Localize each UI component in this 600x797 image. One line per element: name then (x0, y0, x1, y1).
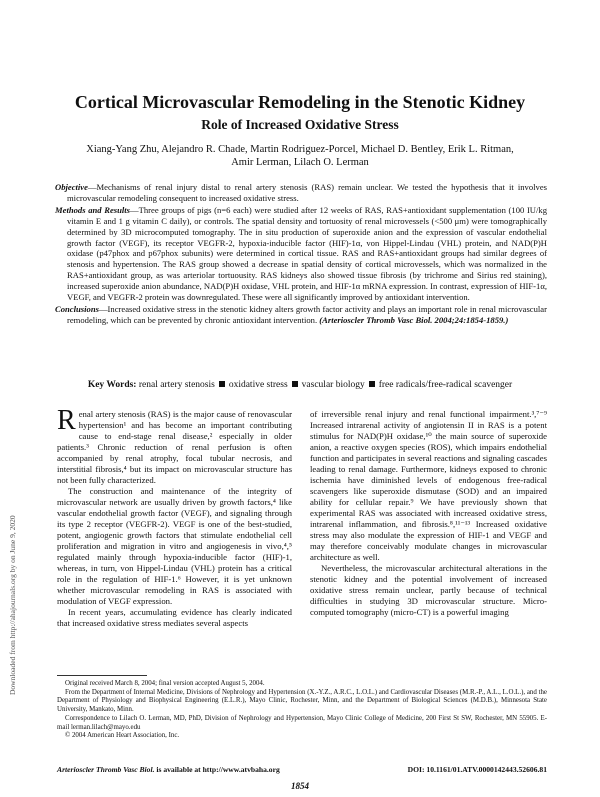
abstract-objective (55, 182, 547, 204)
conclusions-text: —Increased oxidative stress in the stenotic kidney alters growth factor activity and plays an important role in renal microvascular remodeling, which can be prevented by chronic antioxidant intervention. (67, 303, 547, 325)
keywords (0, 380, 600, 390)
authors-line-2: Amir Lerman, Lilach O. Lerman (231, 157, 369, 168)
journal-availability (57, 765, 280, 774)
keyword: oxidative stress (228, 380, 288, 390)
journal-name: Arterioscler Thromb Vasc Biol. (57, 765, 155, 774)
abstract (55, 182, 547, 327)
download-watermark-text: Downloaded from http://ahajournals.org by on June 9, 2020 (8, 515, 17, 695)
methods-text: —Three groups of pigs (n=6 each) were studied after 12 weeks of RAS, RAS+antioxidant supplementation (100 IU/kg vitamin E and 1 g vitamin C daily), or controls. The spatial density and tortuosity of renal microvessels (<500 μm) were tomographically determined by 3D microcomputed tomography. The in situ production of superoxide anion and the expression of vascular endothelial growth factor (VEGF), its receptor VEGFR-2, hypoxia-inducible factor (HIF)-1α, von Hippel-Lindau (VHL) protein, and NAD(P)H oxidase (p47phox and p67phox subunits) were determined in cortical tissue. RAS and RAS+antioxidant groups had similar degrees of stenosis and hypertension. The RAS group showed a decrease in spatial density of cortical microvessels, which was normalized in the RAS+antioxidant group, as was arteriolar tortuousity. RAS kidneys also showed tissue fibrosis (by trichrome and Sirius red staining), increased superoxide anion abundance, NAD(P)H oxidase, VHL protein, and HIF-1α mRNA expression. In contrast, expression of HIF-1α, VEGF, and VEGFR-2 protein was downregulated. These were all significantly improved by antioxidant intervention. (67, 204, 547, 303)
affiliations-note: From the Department of Internal Medicine, Divisions of Nephrology and Hypertension (X.-Y.Z., A.R.C., L.O.L.) and Cardiovascular Diseases (M.R.-P., A.L., L.O.L.), and the Department of Physiology and Biophysical Engineering (E.L.R.), Mayo Clinic, Rochester, Minn, and the Department of Biological Sciences (M.D.B.), Minnesota State University, Mankato, Minn. (57, 688, 547, 714)
citation: (Arterioscler Thromb Vasc Biol. 2004;24:1854-1859.) (319, 314, 509, 325)
objective-label: Objective (55, 182, 88, 192)
conclusions-label: Conclusions (55, 303, 99, 314)
body-paragraph: of irreversible renal injury and renal functional impairment.³,⁷⁻⁹ Increased intrarenal activity of angiotensin II in RAS is a potent stimulus for NAD(P)H oxidase,¹⁰ the main source of superoxide anion, a reactive oxygen species (ROS), which impairs endothelial function and participates in several reactions and signaling cascades leading to renal damage. Furthermore, kidneys exposed to chronic ischemia have diminished levels of endogenous free-radical scavengers like superoxide dismutase (SOD) and an impaired ability for cellular repair.⁹ We have previously shown that experimental RAS was associated with increased oxidative stress, intrarenal inflammation, and fibrosis.⁸,¹¹⁻¹³ Increased oxidative stress may also modulate the expression of HIF-1 and VEGF and may therefore conceivably modulate changes in microvascular architecture as well. (310, 409, 547, 562)
page-footer (57, 765, 547, 774)
copyright-note: © 2004 American Heart Association, Inc. (65, 732, 180, 740)
body-column-right (310, 409, 547, 618)
body-text: enal artery stenosis (RAS) is the major cause of renovascular hypertension¹ and has become an important contributing cause to end-stage renal disease,² especially in older patients.³ Chronic reduction of renal perfusion is often accompanied by renal atrophy, focal tubular necrosis, and interstitial fibrosis,⁴ but its impact on microvascular structure has not been fully characterized. (57, 409, 292, 485)
journal-url[interactable]: is available at http://www.atvbaha.org (154, 765, 280, 774)
bullet-square-icon (369, 381, 375, 387)
body-paragraph: Nevertheless, the microvascular architectural alterations in the stenotic kidney and the potential involvement of increased oxidative stress remain unclear, partly because of technical difficulties in studying 3D microvascular structure. Micro-computed tomography (micro-CT) is a powerful imaging (310, 563, 547, 617)
body-paragraph: In recent years, accumulating evidence has clearly indicated that increased oxidative stress mediates several aspects (57, 607, 292, 628)
article-title: Cortical Microvascular Remodeling in the Stenotic Kidney (74, 92, 526, 112)
article-subtitle: Role of Increased Oxidative Stress (201, 117, 399, 132)
page-number: 1854 (291, 781, 309, 791)
drop-cap: R (57, 405, 76, 436)
body-column-left (57, 405, 292, 629)
author-list (60, 143, 540, 169)
body-paragraph: The construction and maintenance of the integrity of microvascular network are usually driven by growth factors,⁴ like vascular endothelial growth factor (VEGF), and signaling through its type 2 receptor (VEGFR-2). VEGF is one of the best-studied, potent, angiogenic growth factors that stimulate endothelial cell proliferation and migration in vitro and angiogenesis in vivo,⁴,⁵ regulated mainly through hypoxia-inducible factor (HIF)-1, whereas, in turn, von Hippel-Lindau (VHL) protein has a critical role in the regulation of HIF-1.⁶ However, it is yet unknown whether microvascular remodeling in RAS is associated with modulation of VEGF expression. (57, 486, 292, 606)
abstract-methods (55, 205, 547, 303)
abstract-conclusions (55, 304, 547, 326)
keyword: free radicals/free-radical scavenger (378, 380, 513, 390)
keyword: vascular biology (301, 380, 365, 390)
authors-line-1: Xiang-Yang Zhu, Alejandro R. Chade, Martin Rodriguez-Porcel, Michael D. Bentley, Erik L. Ritman, (86, 144, 514, 155)
bullet-square-icon (219, 381, 225, 387)
download-watermark (6, 445, 18, 705)
keywords-label: Key Words: (87, 380, 137, 390)
bullet-square-icon (292, 381, 298, 387)
keyword: renal artery stenosis (138, 380, 215, 390)
objective-text: —Mechanisms of renal injury distal to renal artery stenosis (RAS) remain unclear. We tested the hypothesis that it involves microvascular remodeling consequent to increased oxidative stress. (67, 182, 547, 203)
doi[interactable]: DOI: 10.1161/01.ATV.0000142443.52606.81 (407, 765, 547, 774)
correspondence-note: Correspondence to Lilach O. Lerman, MD, PhD, Division of Nephrology and Hypertension, Mayo Clinic College of Medicine, 200 First St SW, Rochester, MN 55905. E-mail lerman.lilach@mayo.edu (57, 714, 547, 731)
methods-label: Methods and Results (55, 204, 131, 215)
footnote-divider (57, 675, 147, 676)
received-note: Original received March 8, 2004; final version accepted August 5, 2004. (65, 680, 265, 687)
footnotes (57, 680, 547, 741)
body-paragraph (57, 405, 292, 486)
